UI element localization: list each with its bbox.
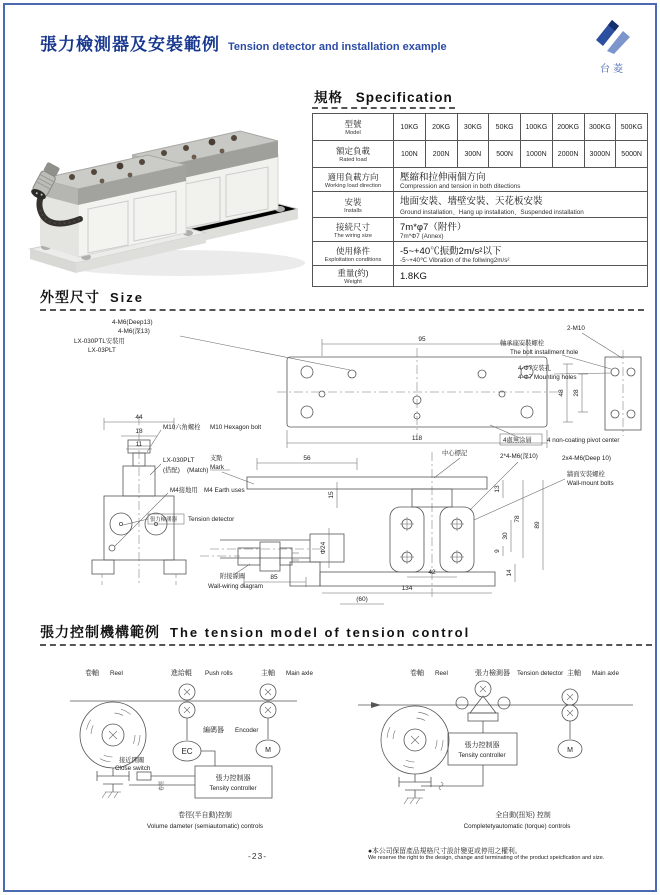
label-wallmount-en: Wall-mount bolts xyxy=(567,480,614,487)
table-row xyxy=(313,266,648,287)
left-caption-en: Volume dameter (semiautomatic) controls xyxy=(146,823,264,830)
page-title xyxy=(40,30,447,55)
label-m6-10-zh: 2*4-M6(深10) xyxy=(500,453,538,460)
dim-48: 48 xyxy=(558,389,565,397)
label-2m10: 2-M10 xyxy=(567,325,585,332)
label-bolt-install-en: The bolt installment hole xyxy=(510,349,579,356)
left-reel-zh: 卷軸 xyxy=(85,670,99,677)
dim-13: 13 xyxy=(494,485,501,493)
encoder-label-en: Encoder xyxy=(235,727,259,734)
dim-15: 15 xyxy=(328,491,335,499)
right-detector-en: Tension detector xyxy=(517,670,564,677)
rated-value: 300N xyxy=(457,141,489,168)
row-label-en: Installs xyxy=(344,207,362,214)
model-value: 30KG xyxy=(457,114,489,141)
table-row xyxy=(313,141,648,168)
spec-table xyxy=(312,113,648,287)
footnote xyxy=(368,845,653,861)
size-heading-en: Size xyxy=(110,290,145,305)
right-main-en: Main axle xyxy=(592,670,619,677)
dim-11: 11 xyxy=(135,441,143,448)
rated-value: 3000N xyxy=(584,141,616,168)
tension-heading-en: The tension model of tension control xyxy=(170,625,471,640)
right-reel-en: Reel xyxy=(435,670,448,677)
model-value: 50KG xyxy=(489,114,521,141)
label-4m6-deep-zh: 4-M6(深13) xyxy=(118,328,150,335)
row-value-zh: 1.8KG xyxy=(400,270,427,282)
label-center-mark: 中心標記 xyxy=(442,450,468,457)
dim-134: 134 xyxy=(401,585,413,592)
right-reel-zh: 卷軸 xyxy=(410,670,424,677)
dim-44: 44 xyxy=(135,414,143,421)
tension-heading xyxy=(40,622,652,646)
page-title-zh: 張力檢測器及安裝範例 xyxy=(40,35,220,54)
spec-heading xyxy=(312,86,455,109)
close-switch-zh: 接近開關 xyxy=(119,757,145,764)
footnote-en: We reserve the right to the design, change and terminating of the product speicfication and size. xyxy=(368,855,605,861)
row-value-zh: 7m*φ7（附件） xyxy=(400,222,467,233)
row-label-zh: 接続尺寸 xyxy=(335,221,370,232)
row-label-zh: 適用負載方向 xyxy=(327,171,379,182)
dim-9: 9 xyxy=(494,549,501,553)
left-push-zh: 進給輥 xyxy=(171,670,192,677)
spec-section xyxy=(312,86,650,287)
footnote-zh: ●本公司保留產品規格尺寸設計變更或停用之權利。 xyxy=(368,848,522,855)
rated-value: 500N xyxy=(489,141,521,168)
row-label-en: The wiring size xyxy=(333,232,372,239)
table-row xyxy=(313,168,648,192)
label-hexbolt-zh: M10六角螺栓 xyxy=(163,424,201,431)
motor-symbol-left: M xyxy=(265,747,271,754)
row-label-en: Exploitation conditions xyxy=(324,256,382,263)
model-value: 200KG xyxy=(552,114,584,141)
right-detector-zh: 張力檢測器 xyxy=(475,670,510,677)
brand-logo xyxy=(584,18,642,75)
rated-value: 2000N xyxy=(552,141,584,168)
row-value-en: -5~+40℃ Vibration of the follwing2m/s² xyxy=(400,257,510,264)
dim-18: 18 xyxy=(135,428,143,435)
label-detector-en: Tension detector xyxy=(188,516,235,523)
close-switch-en: Close switch xyxy=(115,765,151,772)
dim-28: 28 xyxy=(573,389,580,397)
left-caption-zh: 卷徑(半自動)控制 xyxy=(178,812,232,819)
label-mount-holes-en: 4-Φ7 Mounting holes xyxy=(518,374,577,381)
row-label-en: Weight xyxy=(344,279,362,285)
label-lx-mount-zh: LX-030PTL安裝用 xyxy=(74,338,125,345)
table-row xyxy=(313,192,648,218)
label-bolt-install-zh: 軸承座安裝螺栓 xyxy=(500,340,545,347)
model-value: 500KG xyxy=(616,114,648,141)
signal-label: 卷徑 xyxy=(159,780,165,791)
label-detector-zh: 張力檢測器 xyxy=(150,517,177,523)
dim-95: 95 xyxy=(418,336,426,343)
label-match-zh: (搭配) xyxy=(163,467,180,474)
row-label-en: Rated load xyxy=(339,157,367,163)
row-label-en: Working load direction xyxy=(324,182,382,189)
right-controller-zh: 張力控制器 xyxy=(464,742,500,749)
label-m6-10-en: 2x4-M6(Deep 10) xyxy=(562,455,611,462)
size-heading-zh: 外型尺寸 xyxy=(40,289,100,305)
product-photo xyxy=(20,103,310,288)
tension-heading-zh: 張力控制機構範例 xyxy=(40,624,160,640)
row-value-zh: 地面安裝、墻壁安裝、天花板安裝 xyxy=(400,196,543,207)
right-main-zh: 主軸 xyxy=(567,670,581,677)
row-label-zh: 使用條件 xyxy=(335,245,370,256)
brand-logo-text: 台菱 xyxy=(600,64,626,75)
label-mount-holes-zh: 4-Φ7安裝孔 xyxy=(518,365,552,372)
rated-value: 1000N xyxy=(521,141,553,168)
row-label-zh: 型號 xyxy=(344,119,362,129)
row-value-en: Compression and tension in both ditections xyxy=(400,183,521,190)
semiautomatic-diagram xyxy=(70,684,297,798)
dim-78: 78 xyxy=(514,515,521,523)
label-pivot-en: Mark xyxy=(210,464,224,471)
left-controller-en: Tensity controller xyxy=(209,785,257,792)
dim-89: 89 xyxy=(534,521,541,529)
spec-heading-zh: 規格 xyxy=(314,90,343,105)
size-heading xyxy=(40,287,644,311)
dim-118: 118 xyxy=(411,435,423,442)
row-label-zh: 額定負載 xyxy=(335,146,370,156)
left-main-zh: 主軸 xyxy=(261,670,275,677)
dim-42: 42 xyxy=(428,569,436,576)
side-view-drawing xyxy=(210,452,565,604)
right-caption-en: Completetyautomatic (torque) controls xyxy=(463,823,571,830)
table-row xyxy=(313,114,648,141)
table-row xyxy=(313,242,648,266)
row-value-en: 7m*Φ7 (Annex) xyxy=(400,233,444,240)
brand-logo-icon xyxy=(588,18,638,54)
dim-dia24: Φ24 xyxy=(320,541,327,555)
label-4m6-deep-en: 4-M6(Deep13) xyxy=(112,319,153,326)
model-value: 10KG xyxy=(394,114,426,141)
row-label-en: Model xyxy=(345,130,361,136)
model-value: 20KG xyxy=(425,114,457,141)
label-hexbolt-en: M10 Hexagon bolt xyxy=(210,424,262,431)
model-value: 100KG xyxy=(521,114,553,141)
row-value-zh: 壓縮和拉伸兩個方向 xyxy=(400,172,486,183)
label-earth-zh: M4接地用 xyxy=(170,487,198,494)
size-drawings xyxy=(22,312,647,614)
label-lx-mount-en: LX-03PLT xyxy=(88,347,116,354)
label-wallmount-zh: 牆面安裝螺栓 xyxy=(567,471,605,478)
motor-symbol-right: M xyxy=(567,747,573,754)
dim-14: 14 xyxy=(506,569,513,577)
rated-value: 5000N xyxy=(616,141,648,168)
table-row xyxy=(313,218,648,242)
label-nocoat-en: 4 non-coating pivot center xyxy=(547,437,620,444)
tension-diagrams xyxy=(55,658,645,848)
dim-85: 85 xyxy=(270,574,278,581)
right-controller-en: Tensity controller xyxy=(458,752,506,759)
right-caption-zh: 全自動(扭矩) 控制 xyxy=(495,812,551,819)
spec-heading-en: Specification xyxy=(355,90,453,105)
left-push-en: Push rolls xyxy=(205,670,233,677)
label-nocoat-zh: 4處無涂層 xyxy=(503,437,532,444)
page-title-en: Tension detector and installation example xyxy=(228,41,447,53)
rated-value: 200N xyxy=(425,141,457,168)
label-wiring-zh: 附接線圖 xyxy=(220,573,246,580)
dim-56: 56 xyxy=(303,455,311,462)
left-reel-en: Reel xyxy=(110,670,123,677)
row-value-en: Ground installation、Hang up installation、Suspended installation xyxy=(400,209,584,216)
rated-value: 100N xyxy=(394,141,426,168)
dim-30: 30 xyxy=(502,532,509,540)
left-controller-zh: 張力控制器 xyxy=(215,775,251,782)
encoder-symbol: EC xyxy=(181,747,193,756)
model-value: 300KG xyxy=(584,114,616,141)
left-main-en: Main axle xyxy=(286,670,313,677)
label-lx030: LX-030PLT xyxy=(163,457,195,464)
row-value-zh: -5~+40℃振動2m/s²以下 xyxy=(400,246,502,257)
row-label-zh: 安裝 xyxy=(344,196,362,207)
page-number: -23- xyxy=(248,851,268,861)
label-wiring-en: Wall-wiring diagram xyxy=(208,583,264,590)
label-pivot-zh: 支點 xyxy=(210,455,223,462)
label-match-en: (Match) xyxy=(187,467,209,474)
label-earth-en: M4 Earth uses xyxy=(204,487,245,494)
dim-60: (60) xyxy=(356,596,368,603)
encoder-label-zh: 編碼器 xyxy=(203,727,224,734)
row-label-zh: 重量(約) xyxy=(337,268,369,278)
